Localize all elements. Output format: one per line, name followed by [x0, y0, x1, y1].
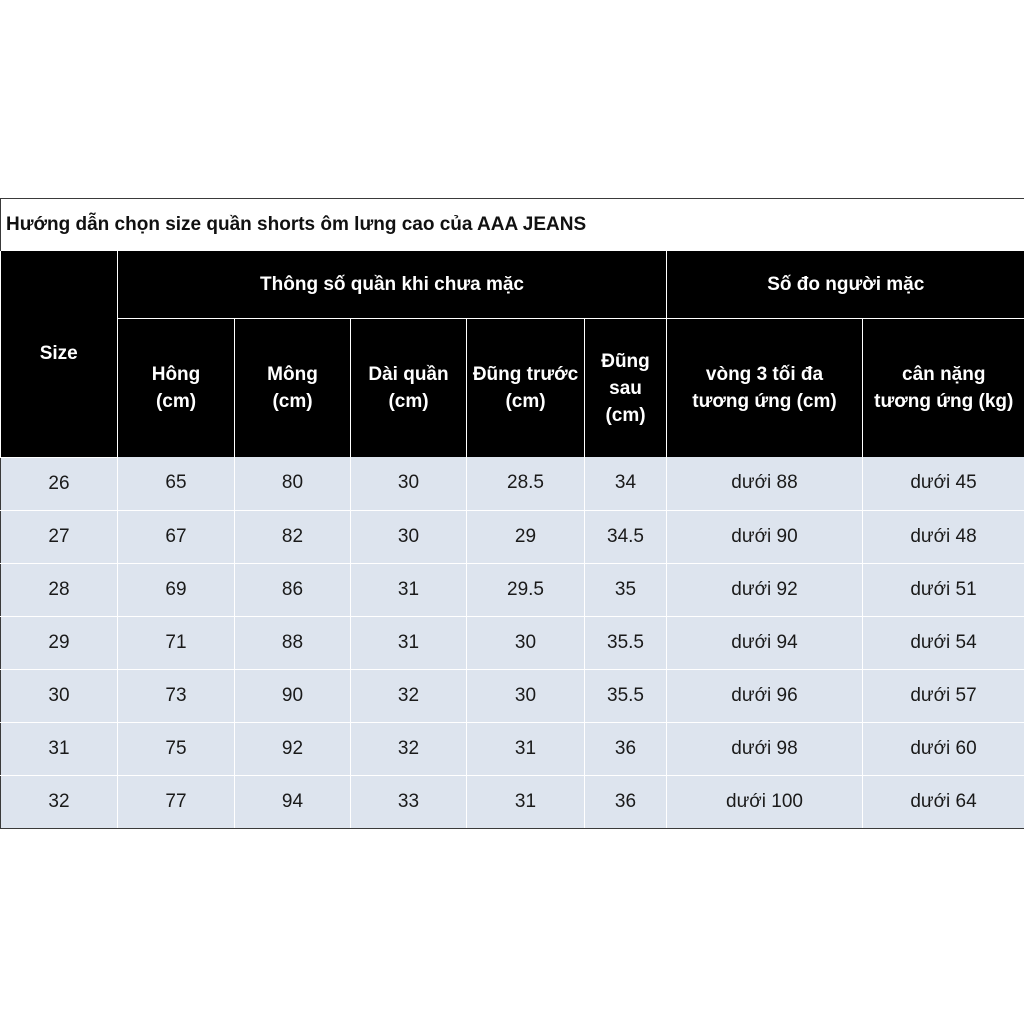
header-length-label: Dài quần [368, 364, 449, 385]
header-back-rise-label: Đũng [601, 350, 650, 372]
table-row [1, 510, 1024, 563]
cell-length: 33 [351, 775, 467, 828]
header-size: Size [1, 251, 118, 457]
cell-max-hip: dưới 90 [667, 510, 863, 563]
cell-hip: 69 [118, 563, 235, 616]
cell-back-rise: 35 [585, 563, 667, 616]
cell-weight: dưới 54 [863, 616, 1024, 669]
cell-size: 26 [1, 457, 118, 510]
cell-back-rise: 36 [585, 722, 667, 775]
cell-front-rise: 31 [467, 722, 585, 775]
table-row [1, 616, 1024, 669]
size-chart-table [0, 198, 1024, 829]
table-row [1, 775, 1024, 828]
cell-max-hip: dưới 88 [667, 457, 863, 510]
cell-hip: 73 [118, 669, 235, 722]
cell-weight: dưới 57 [863, 669, 1024, 722]
cell-seat: 94 [235, 775, 351, 828]
header-weight-label: cân nặng [902, 364, 986, 385]
header-front-rise-label: Đũng trước [472, 364, 579, 385]
cell-size: 29 [1, 616, 118, 669]
table-row [1, 722, 1024, 775]
header-seat [235, 319, 351, 458]
cell-seat: 92 [235, 722, 351, 775]
table-row [1, 563, 1024, 616]
cell-length: 32 [351, 722, 467, 775]
header-hip-unit: (cm) [155, 391, 197, 412]
cell-size: 28 [1, 563, 118, 616]
table-row [1, 457, 1024, 510]
header-front-rise [467, 319, 585, 458]
header-front-rise-unit: (cm) [505, 391, 546, 412]
header-weight-unit: tương ứng (kg) [874, 391, 1014, 412]
cell-front-rise: 28.5 [467, 457, 585, 510]
cell-length: 30 [351, 510, 467, 563]
cell-max-hip: dưới 98 [667, 722, 863, 775]
cell-back-rise: 35.5 [585, 616, 667, 669]
table-title: Hướng dẫn chọn size quần shorts ôm lưng cao của AAA JEANS [1, 199, 1024, 252]
header-max-hip [667, 319, 863, 458]
cell-seat: 86 [235, 563, 351, 616]
header-group-garment: Thông số quần khi chưa mặc [118, 251, 667, 319]
cell-length: 31 [351, 616, 467, 669]
header-back-rise-label-2: sau [609, 377, 642, 399]
cell-size: 31 [1, 722, 118, 775]
cell-back-rise: 35.5 [585, 669, 667, 722]
cell-hip: 75 [118, 722, 235, 775]
cell-size: 27 [1, 510, 118, 563]
cell-front-rise: 30 [467, 616, 585, 669]
header-length [351, 319, 467, 458]
header-length-unit: (cm) [388, 391, 429, 412]
cell-back-rise: 36 [585, 775, 667, 828]
cell-length: 30 [351, 457, 467, 510]
header-seat-label: Mông [267, 364, 318, 385]
cell-hip: 67 [118, 510, 235, 563]
title-row [1, 199, 1024, 252]
cell-weight: dưới 48 [863, 510, 1024, 563]
cell-seat: 88 [235, 616, 351, 669]
cell-weight: dưới 45 [863, 457, 1024, 510]
header-hip [118, 319, 235, 458]
cell-front-rise: 30 [467, 669, 585, 722]
cell-max-hip: dưới 94 [667, 616, 863, 669]
header-seat-unit: (cm) [272, 391, 313, 412]
header-max-hip-label: vòng 3 tối đa [705, 364, 824, 385]
cell-seat: 82 [235, 510, 351, 563]
header-back-rise-unit: (cm) [605, 404, 646, 426]
cell-hip: 77 [118, 775, 235, 828]
cell-length: 32 [351, 669, 467, 722]
cell-max-hip: dưới 100 [667, 775, 863, 828]
cell-length: 31 [351, 563, 467, 616]
cell-seat: 80 [235, 457, 351, 510]
cell-size: 30 [1, 669, 118, 722]
cell-hip: 65 [118, 457, 235, 510]
cell-max-hip: dưới 96 [667, 669, 863, 722]
header-hip-label: Hông [151, 364, 201, 385]
header-group-row [1, 251, 1024, 319]
cell-weight: dưới 60 [863, 722, 1024, 775]
header-weight [863, 319, 1024, 458]
cell-seat: 90 [235, 669, 351, 722]
cell-front-rise: 29.5 [467, 563, 585, 616]
cell-back-rise: 34 [585, 457, 667, 510]
cell-back-rise: 34.5 [585, 510, 667, 563]
cell-size: 32 [1, 775, 118, 828]
header-subcolumns-row [1, 319, 1024, 458]
cell-weight: dưới 64 [863, 775, 1024, 828]
cell-front-rise: 31 [467, 775, 585, 828]
header-group-body: Số đo người mặc [667, 251, 1024, 319]
cell-weight: dưới 51 [863, 563, 1024, 616]
table-row [1, 669, 1024, 722]
cell-front-rise: 29 [467, 510, 585, 563]
cell-max-hip: dưới 92 [667, 563, 863, 616]
header-back-rise [585, 319, 667, 458]
cell-hip: 71 [118, 616, 235, 669]
header-max-hip-unit: tương ứng (cm) [692, 391, 837, 412]
